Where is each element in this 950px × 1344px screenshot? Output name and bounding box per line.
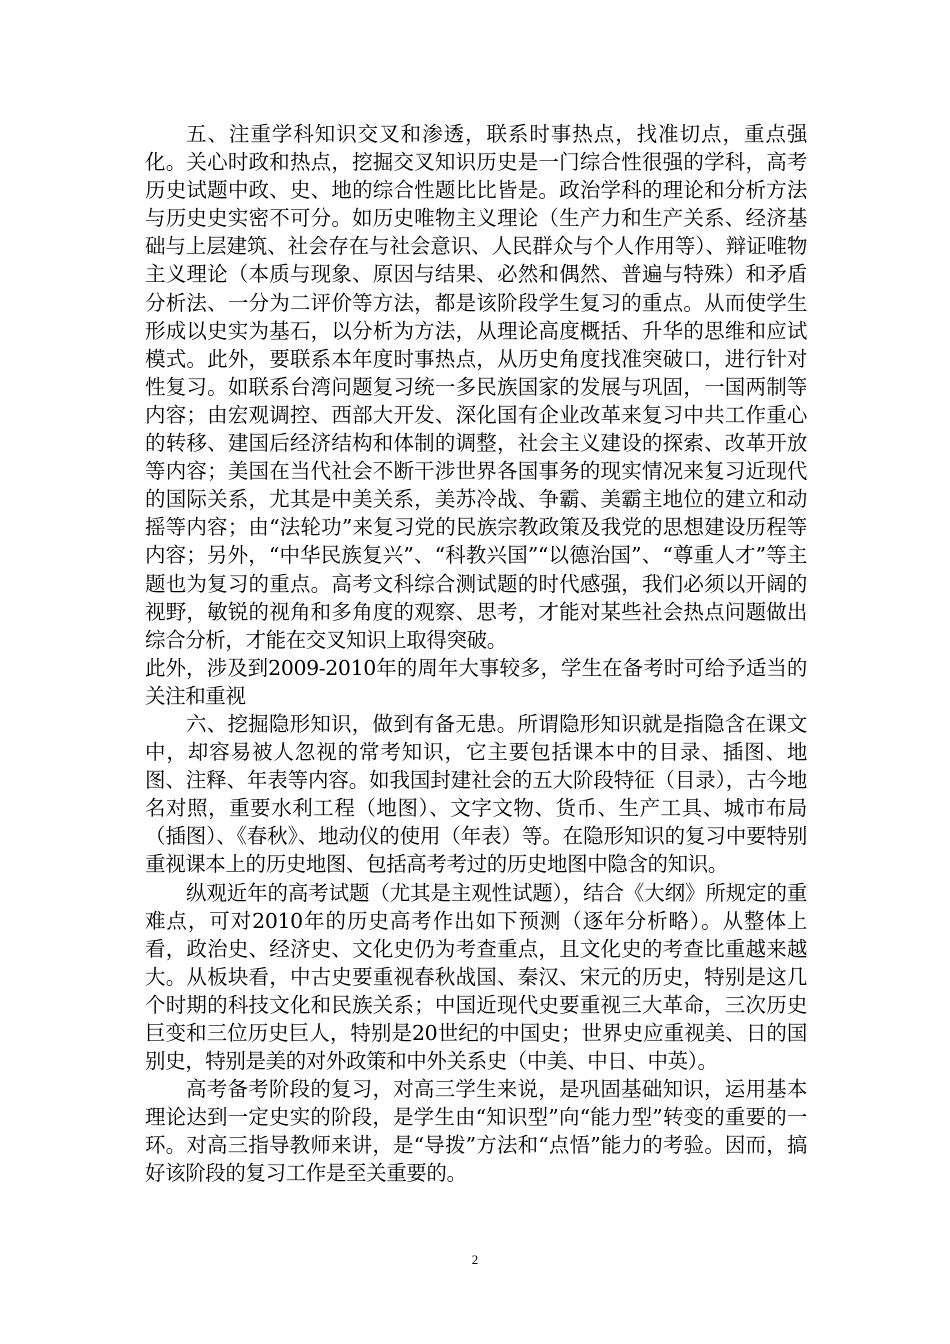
body-text [145,120,807,1188]
page-number: 2 [471,1252,479,1267]
paragraph-section-five: 五、注重学科知识交叉和渗透，联系时事热点，找准切点，重点强化。关心时政和热点，挖掘交叉知识历史是一门综合性很强的学科，高考历史试题中政、史、地的综合性题比比皆是。政治学科的理论和分析方法与历史史实密不可分。如历史唯物主义理论（生产力和生产关系、经济基础与上层建筑、社会存在与社会意识、人民群众与个人作用等）、辩证唯物主义理论（本质与现象、原因与结果、必然和偶然、普遍与特殊）和矛盾分析法、一分为二评价等方法，都是该阶段学生复习的重点。从而使学生形成以史实为基石，以分析为方法，从理论高度概括、升华的思维和应试模式。此外，要联系本年度时事热点，从历史角度找准突破口，进行针对性复习。如联系台湾问题复习统一多民族国家的发展与巩固，一国两制等内容；由宏观调控、西部大开发、深化国有企业改革来复习中共工作重心的转移、建国后经济结构和体制的调整，社会主义建设的探索、改革开放等内容；美国在当代社会不断干涉世界各国事务的现实情况来复习近现代的国际关系，尤其是中美关系，美苏冷战、争霸、美霸主地位的建立和动摇等内容；由“法轮功”来复习党的民族宗教政策及我党的思想建设历程等内容；另外，“中华民族复兴”、“科教兴国”“以德治国”、“尊重人才”等主题也为复习的重点。高考文科综合测试题的时代感强，我们必须以开阔的视野，敏锐的视角和多角度的观察、思考，才能对某些社会热点问题做出综合分析，才能在交叉知识上取得突破。 [145,122,807,652]
paragraph-section-six: 六、挖掘隐形知识，做到有备无患。所谓隐形知识就是指隐含在课文中，却容易被人忽视的常考知识，它主要包括课本中的目录、插图、地图、注释、年表等内容。如我国封建社会的五大阶段特征（目录），古今地名对照，重要水利工程（地图）、文字文物、货币、生产工具、城市布局（插图）、《春秋》、地动仪的使用（年表）等。在隐形知识的复习中要特别重视课本上的历史地图、包括高考考过的历史地图中隐含的知识。 [145,711,807,877]
paragraph-conclusion: 高考备考阶段的复习，对高三学生来说，是巩固基础知识，运用基本理论达到一定史实的阶段，是学生由“知识型”向“能力型”转变的重要的一环。对高三指导教师来讲，是“导拨”方法和“点悟”能力的考验。因而，搞好该阶段的复习工作是至关重要的。 [145,1077,807,1186]
paragraph-exam-forecast: 纵观近年的高考试题（尤其是主观性试题），结合《大纲》所规定的重难点，可对2010年的历史高考作出如下预测（逐年分析略）。从整体上看，政治史、经济史、文化史仍为考查重点，且文化史的考查比重越来越大。从板块看，中古史要重视春秋战国、秦汉、宋元的历史，特别是这几个时期的科技文化和民族关系；中国近现代史要重视三大革命，三次历史巨变和三位历史巨人，特别是20世纪的中国史；世界史应重视美、日的国别史，特别是美的对外政策和中外关系史（中美、中日、中英）。 [145,880,807,1074]
paragraph-anniversary-note: 此外，涉及到2009-2010年的周年大事较多，学生在备考时可给予适当的关注和重视 [145,655,807,708]
